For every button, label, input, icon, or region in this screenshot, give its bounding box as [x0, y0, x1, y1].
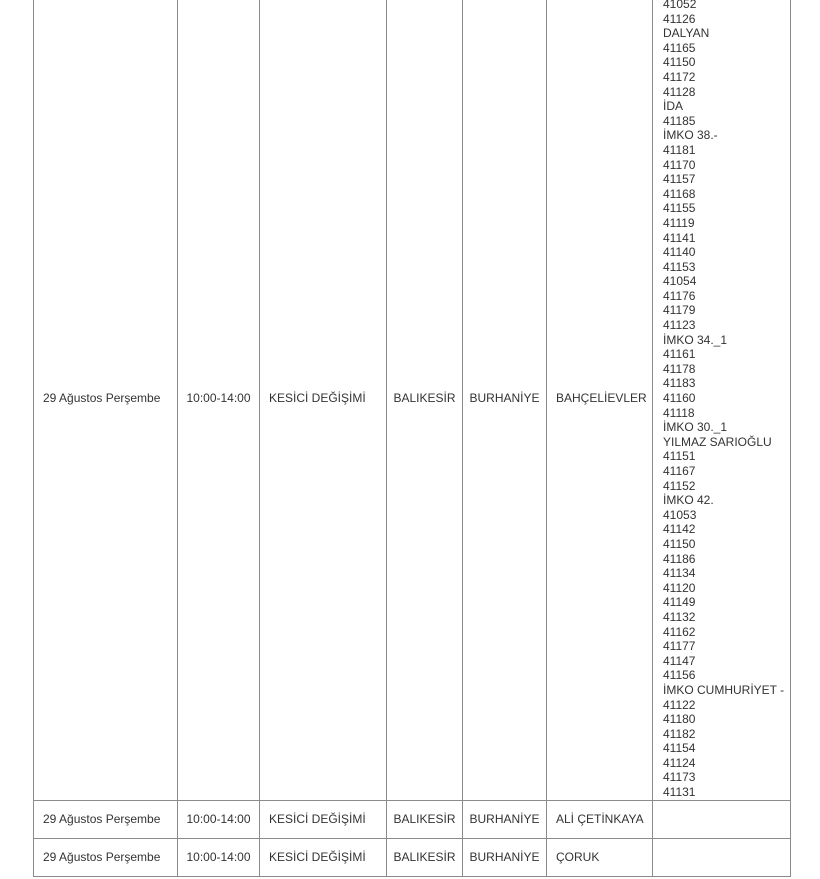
street-item: 41131 [663, 785, 696, 800]
work-type-cell: KESİCİ DEĞİŞİMİ [260, 0, 387, 800]
street-item: 41150 [663, 55, 696, 70]
street-item: 41149 [663, 595, 696, 610]
outage-table [33, 0, 791, 877]
table-row [34, 800, 791, 838]
street-item: 41134 [663, 566, 696, 581]
street-item: 41141 [663, 230, 696, 245]
street-item: 41161 [663, 347, 696, 362]
street-item: 41157 [663, 172, 696, 187]
province-cell: BALIKESİR [387, 800, 463, 838]
street-item: 41120 [663, 580, 696, 595]
street-item: 41167 [663, 464, 696, 478]
street-item: 41178 [663, 361, 696, 376]
street-item: 41182 [663, 726, 696, 741]
time-cell: 10:00-14:00 [178, 838, 260, 876]
street-item: 41180 [663, 712, 696, 727]
neighborhood-cell: BAHÇELİEVLER [547, 0, 653, 800]
street-item: 41165 [663, 40, 696, 55]
street-item: 41118 [663, 405, 695, 420]
district-cell: BURHANİYE [463, 0, 547, 800]
time-cell: 10:00-14:00 [178, 0, 260, 800]
street-item: 41168 [663, 186, 696, 201]
street-item: 41153 [663, 259, 696, 274]
street-item: 41122 [663, 697, 696, 712]
street-item: 41186 [663, 551, 696, 566]
province-cell: BALIKESİR [387, 0, 463, 800]
street-item: 41119 [663, 215, 695, 230]
street-item: 41132 [663, 609, 696, 624]
street-item: 41142 [663, 522, 696, 537]
street-item: 41155 [663, 201, 696, 216]
street-item: 41053 [663, 507, 697, 522]
street-item: İMKO 30._1 [663, 420, 728, 435]
street-item: 41172 [663, 69, 696, 84]
street-item: 41181 [663, 142, 696, 157]
street-item: 41170 [663, 157, 696, 172]
district-cell: BURHANİYE [463, 800, 547, 838]
street-item: 41147 [663, 653, 696, 668]
streets-cell [653, 838, 791, 876]
street-item: 41183 [663, 376, 696, 391]
street-item: 41128 [663, 84, 696, 99]
time-cell: 10:00-14:00 [178, 800, 260, 838]
province-cell: BALIKESİR [387, 838, 463, 876]
neighborhood-cell: ÇORUK [547, 838, 653, 876]
date-cell: 29 Ağustos Perşembe [34, 838, 178, 876]
street-item: İMKO 42. [663, 493, 714, 508]
street-item: 41179 [663, 303, 696, 318]
street-item: 41173 [663, 770, 696, 785]
streets-cell [653, 0, 791, 800]
street-item: 41154 [663, 741, 696, 756]
street-item: 41151 [663, 449, 696, 464]
street-item: 41052 [663, 0, 697, 11]
work-type-cell: KESİCİ DEĞİŞİMİ [260, 800, 387, 838]
street-item: 41124 [663, 755, 696, 770]
street-item: 41126 [663, 11, 696, 26]
date-cell: 29 Ağustos Perşembe [34, 800, 178, 838]
street-item: DALYAN [663, 26, 710, 41]
street-item: 41162 [663, 624, 696, 639]
street-item: 41177 [663, 639, 696, 654]
streets-cell [653, 800, 791, 838]
street-item: İMKO 34._1 [663, 332, 728, 347]
street-item: 41176 [663, 288, 696, 303]
street-item: 41185 [663, 113, 696, 128]
date-cell: 29 Ağustos Perşembe [34, 0, 178, 800]
street-item: İDA [663, 99, 684, 114]
street-item: İMKO 38.- [663, 128, 718, 143]
street-item: 41123 [663, 318, 696, 333]
district-cell: BURHANİYE [463, 838, 547, 876]
table-row [34, 0, 791, 800]
street-item: 41156 [663, 668, 696, 683]
street-list [663, 0, 790, 800]
street-item: 41054 [663, 274, 697, 289]
street-item: 41160 [663, 391, 696, 406]
street-item: YILMAZ SARIOĞLU [663, 434, 772, 449]
table-row [34, 838, 791, 876]
neighborhood-cell: ALİ ÇETİNKAYA [547, 800, 653, 838]
street-item: 41140 [663, 245, 696, 260]
street-item: İMKO CUMHURİYET - [663, 682, 785, 697]
street-item: 41152 [663, 478, 696, 493]
work-type-cell: KESİCİ DEĞİŞİMİ [260, 838, 387, 876]
street-item: 41150 [663, 536, 696, 551]
